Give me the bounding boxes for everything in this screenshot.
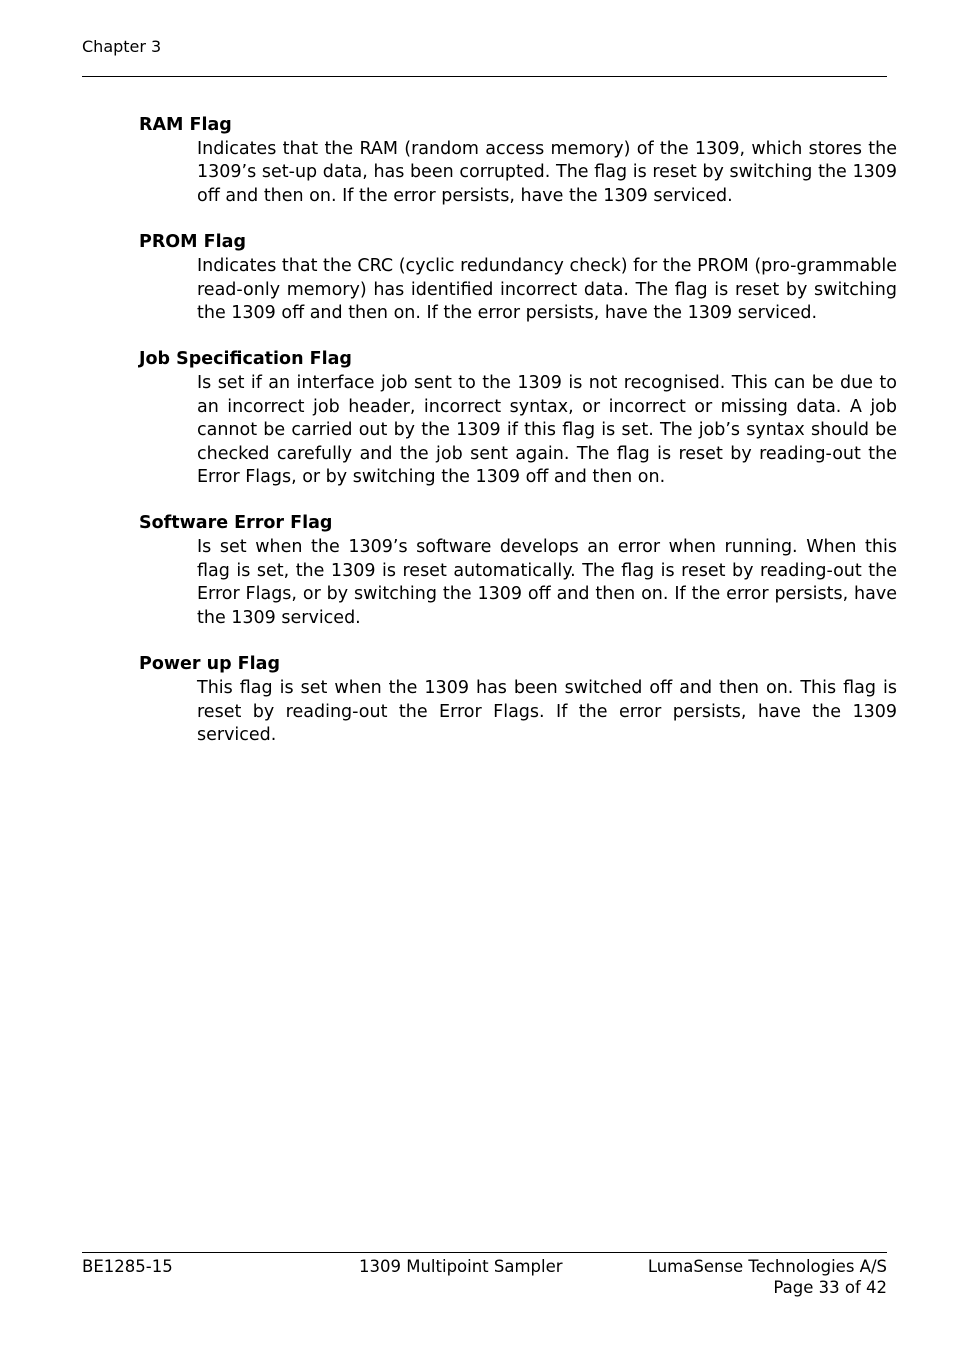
header-divider — [82, 76, 887, 77]
section-body: Indicates that the RAM (random access memory) of the 1309, which stores the 1309’s set-up data, has been corrupted. The flag is reset by switching the 1309 off and then on. If the error persists, have the 1309 serviced. — [197, 139, 897, 206]
section-title: PROM Flag — [139, 232, 246, 253]
document-body — [139, 114, 897, 770]
section-title: Power up Flag — [139, 654, 280, 675]
chapter-header: Chapter 3 — [82, 37, 162, 56]
document-number: BE1285-15 — [82, 1257, 173, 1276]
section-job-specification-flag — [139, 348, 897, 489]
section-body: Indicates that the CRC (cyclic redundancy check) for the PROM (pro-grammable read-only memory) has identified incorrect data. The flag is reset by switching the 1309 off and then on. If the error persists, have the 1309 serviced. — [197, 256, 897, 324]
section-body: This flag is set when the 1309 has been switched off and then on. This flag is reset by reading-out the Error Flags. If the error persists, have the 1309 serviced. — [197, 678, 897, 745]
section-body: Is set when the 1309’s software develops an error when running. When this flag is set, the 1309 is reset automatically. The flag is reset by reading-out the Error Flags, or by switching the 1309 off and then on. If the error persists, have the 1309 serviced. — [197, 537, 897, 628]
section-body: Is set if an interface job sent to the 1309 is not recognised. This can be due to an incorrect job header, incorrect syntax, or incorrect or missing data. A job cannot be carried out by the 1309 if this flag is set. The job’s syntax should be checked carefully and the job sent again. The flag is reset by reading-out the Error Flags, or by switching the 1309 off and then on. — [197, 373, 897, 488]
footer-divider — [82, 1252, 887, 1253]
section-title: RAM Flag — [139, 115, 232, 135]
company-name: LumaSense Technologies A/S — [647, 1257, 887, 1276]
section-software-error-flag — [139, 512, 897, 630]
section-power-up-flag — [139, 653, 897, 747]
page-number: Page 33 of 42 — [773, 1278, 887, 1297]
section-title: Software Error Flag — [139, 513, 333, 534]
section-ram-flag — [139, 114, 897, 208]
footer-right-block — [648, 1256, 887, 1298]
section-prom-flag — [139, 231, 897, 325]
product-name: 1309 Multipoint Sampler — [359, 1257, 563, 1276]
section-title: Job Specification Flag — [139, 349, 352, 370]
